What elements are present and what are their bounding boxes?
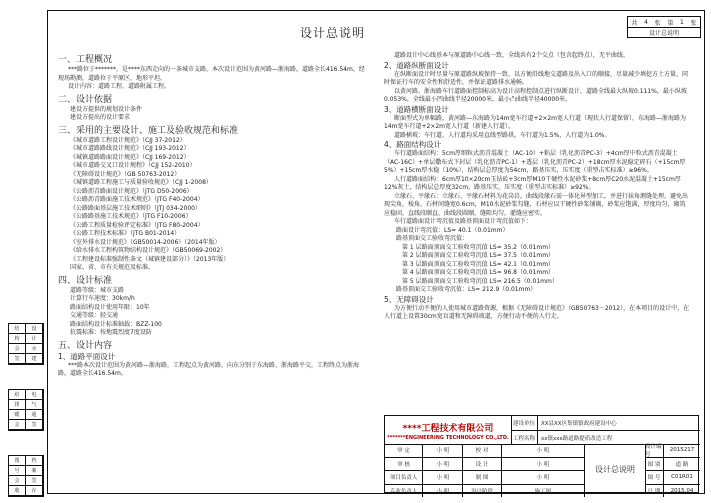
left-heading-31: 1、道路平面设计	[58, 351, 116, 361]
side-signoff-panel-2	[8, 455, 44, 497]
right-text-19: 路基顶面交工验收弯沉值：LS= 212.9（0.01mm）	[396, 286, 537, 293]
side-panel-cell: 设	[26, 324, 43, 334]
left-text-14: 《公路沥青路面施工技术规范》（JTG F40-2004）	[70, 196, 204, 203]
left-text-27: 交通等级：轻交通	[70, 312, 119, 319]
right-heading-20: 5、无障碍设计	[384, 294, 434, 304]
side-panel-cell: 建	[26, 354, 43, 364]
side-panel-cell: 暖	[9, 410, 26, 420]
left-text-15: 《公路路面基层施工技术细则》（JTJ 034-2000）	[70, 204, 201, 212]
side-panel-cell: 水	[26, 344, 43, 354]
project-info	[511, 416, 700, 445]
left-heading-0: 一、工程概况	[58, 55, 113, 65]
right-text-12: 路面设计弯沉值：LS= 40.1（0.01mm）	[396, 226, 509, 234]
page-count-box	[627, 16, 701, 38]
sign-role: 项目负责人	[385, 471, 423, 484]
right-text-16: 第 3 层路面顶面交工验收弯沉值 LS= 42.1（0.01mm）	[402, 260, 555, 268]
side-panel-cell: 号	[9, 466, 26, 476]
page-unit: 张	[690, 19, 697, 27]
side-signoff-panel-0	[8, 323, 44, 365]
sign-role: 审 核	[385, 458, 423, 471]
side-panel-cell: 案	[26, 466, 43, 476]
company-name-en: *******ENGINEERING TECHNOLOGY CO.,LTD.	[387, 435, 509, 441]
right-text-5: 断面型式为单幅路，黄河路—东海路为14m宽车行道+2×2m宽人行道（现状人行道保留），东海路—浙海路为14m宽车行道+2×2m宽人行道（新建人行道）。	[384, 114, 687, 130]
side-panel-cell: 档	[26, 456, 43, 466]
project-value: xx镇xxx路道路提质改造工程	[541, 436, 613, 442]
right-text-17: 第 4 层路面顶面交工验收弯沉值 LS= 96.8（0.01mm）	[402, 269, 555, 276]
right-text-21: 为方便行动不便的人使用城市道路资源，根据《无障碍设计规范》（GB50763－2012），在本项目的设计中，在人行道上设置30cm宽盲道和无障碍坡道，方便行动不便的人行走。	[384, 304, 690, 320]
right-text-18: 第 5 层路面顶面交工验收弯沉值 LS= 216.5（0.01mm）	[402, 277, 558, 285]
side-signoff-panel-1	[8, 389, 44, 431]
right-heading-1: 2、道路纵断面设计	[384, 60, 449, 70]
left-text-21: 《工程建设标准强制性条文（城镇建设部分）》（2013年版）	[70, 255, 230, 263]
sign-role: 校 对	[463, 444, 501, 457]
meta-label: 设计编号	[645, 444, 664, 457]
meta-value: 2015.04	[670, 487, 694, 494]
sheet-title: 设计总说明	[585, 444, 646, 494]
sign-name: 小 明	[502, 471, 585, 484]
right-column	[384, 52, 690, 322]
title-block	[384, 415, 699, 493]
side-panel-cell: 通	[26, 410, 43, 420]
page-number: 1	[680, 18, 684, 26]
right-text-0: 道路设计中心线基本与原道路中心线一致，全线共有2个交点（包含起终点），无平曲线。	[394, 52, 629, 59]
sign-name: 小 明	[502, 444, 585, 457]
left-text-26: 路面结构设计使用年限：10年	[70, 303, 150, 311]
left-text-32: ***路本次设计范围为黄河路—浙海路，工程起点为黄河路，向东分别于东海路、浙海路平交，工程终点为浙海路，道路全长416.54m。	[58, 361, 360, 377]
side-panel-cell: 构	[9, 334, 26, 344]
left-text-22: 国家、省、市有关规范及标准。	[70, 264, 155, 271]
client-value: XX县XX区集镇镇政府建设中心	[541, 421, 617, 427]
meta-value: 2015217	[669, 447, 695, 454]
company-name-cn: ****工程技术有限公司	[402, 424, 494, 434]
left-text-8: 《城市道路路线设计规范》（CJJ 193-2012）	[70, 145, 190, 152]
right-text-8: 车行道路面结构：5cm厚细粒式沥青混凝土（AC-10）+粘层（乳化沥青PC-3）+4cm厚中粒式沥青混凝土（AC-16C）+单层撒布式下封层（乳化沥青PC-1）+透层（乳化沥青PC-2）+18cm厚水泥稳定碎石（+15cm厚5%）+15cm厚水稳（10%），结构层总厚度为54cm，路基压实，压实度（重型击实标准）≥96%。	[384, 150, 686, 174]
side-panel-cell: 图	[9, 456, 26, 466]
sign-role: 设 计	[463, 458, 501, 471]
left-text-1: ***路位于*******，是****东西走向的一条城市支路，本次设计范围为黄河路—浙海路，道路全长416.54m，经现场勘测，道路位于平原区，地形平坦。	[58, 66, 365, 82]
side-panel-cell: 会	[9, 476, 26, 486]
left-heading-23: 四、设计标准	[58, 275, 113, 286]
total-label: 共	[631, 19, 638, 27]
document-title: 设计总说明	[300, 26, 366, 40]
left-text-24: 道路等级：城市支路	[70, 286, 125, 294]
signature-grid	[385, 444, 585, 494]
side-panel-cell: 会	[9, 344, 26, 354]
meta-label: 日 期	[645, 485, 664, 498]
left-heading-30: 五、设计内容	[58, 340, 113, 351]
sign-name: 小 明	[502, 458, 585, 471]
left-text-10: 《城市道路交叉口设计规程》（CJJ 152-2010）	[70, 162, 196, 169]
sign-name: 小 明	[423, 485, 463, 498]
sign-name: 小 明	[423, 458, 463, 471]
sheet-meta	[645, 444, 700, 494]
left-heading-6: 三、采用的主要设计、施工及验收规范和标准	[58, 125, 239, 136]
sheet-name: 设计总说明	[648, 30, 679, 37]
company-logo-cell	[385, 416, 512, 445]
left-text-4: 建设方提供的规划设计条件	[70, 105, 143, 113]
sign-role: 审 定	[385, 444, 423, 457]
sign-name: 小 明	[423, 471, 463, 484]
right-heading-4: 3、道路横断面设计	[384, 104, 449, 114]
meta-value: C01R01	[671, 474, 693, 481]
left-text-19: 《室外排水设计规范》（GB50014-2006）（2014年版）	[70, 238, 221, 246]
left-text-20: 《给水排水工程构筑物结构设计规范》（GB50069-2002）	[70, 247, 227, 254]
side-panel-cell: 存	[26, 486, 43, 496]
left-text-16: 《公路路基施工技术规范》（JTG F10-2006）	[70, 213, 192, 220]
left-text-13: 《公路沥青路面设计规范》（JTG D50-2006）	[70, 187, 193, 195]
sign-role: 制 图	[463, 471, 501, 484]
right-text-11: 车行道路面设计弯沉值及路基顶面设计弯沉值如下：	[394, 218, 533, 225]
right-text-6: 道路横坡：车行道、人行道均采用直线型路拱，车行道为1.5%，人行道为1.0%。	[394, 131, 611, 139]
sign-name: 施工图	[502, 485, 585, 498]
left-text-7: 《城市道路工程设计规范》（CJJ 37-2012）	[70, 136, 186, 144]
right-text-13: 路基顶面交工验收弯沉值：	[396, 235, 469, 242]
left-heading-3: 二、设计依据	[58, 94, 113, 105]
side-panel-cell: 会	[9, 420, 26, 430]
page-label: 第	[667, 19, 674, 27]
right-heading-7: 4、路面结构设计	[384, 140, 442, 149]
left-text-5: 建设方提出的设计要求	[70, 114, 131, 121]
sign-name: 小 明	[423, 444, 463, 457]
left-text-29: 抗震标准：按地震烈度7度设防	[70, 329, 152, 336]
side-panel-cell: 气	[26, 400, 43, 410]
left-text-25: 计算行车速度：30km/h	[70, 295, 135, 302]
meta-value: 道 路	[675, 461, 689, 468]
right-text-9: 人行道路面结构：6cm厚10×20cm玉钻砖+3cm厚M10干硬性水泥砂浆+8cm厚C20水泥混凝土+15cm厚12%灰土，结构层总厚度32cm，路基压实，压实度（重型击实标准）≥92%。	[384, 175, 681, 191]
side-panel-cell: 给	[9, 390, 26, 400]
side-panel-cell: 签	[9, 354, 26, 364]
left-text-2: 设计内容：道路工程、道路附属工程。	[68, 83, 171, 90]
total-unit: 张	[654, 19, 661, 27]
client-label: 建设单位	[511, 416, 538, 430]
right-text-10: 立缘石、平缘石：立缘石、平缘石材料为花岗岩，曲线段缘石需一体化异型加工，并进行抹角测缝处理。避免出现尖角，棱角。石材问缝宽0.6cm，M10水泥砂浆勾缝，石材应以干硬性砂浆铺砌，砂浆应饱满，厚度均匀，砌筑应稳固，直线段顺直，曲线段圆顺，缝隙均匀，灌缝应密实。	[384, 192, 689, 217]
side-panel-cell: 签	[26, 420, 43, 430]
side-panel-cell: 电	[26, 390, 43, 400]
side-panel-cell: 收	[9, 486, 26, 496]
left-text-9: 《城镇道路路面设计规范》（CJJ 169-2012）	[70, 153, 190, 161]
left-column	[58, 52, 368, 379]
left-text-12: 《城镇道路工程施工与质量验收规范》（CJJ 1-2008）	[70, 179, 212, 186]
meta-label: 图 别	[645, 458, 664, 471]
sign-role: 设计阶段	[463, 485, 501, 498]
total-sheets: 4	[644, 18, 648, 26]
side-panel-cell: 签	[26, 476, 43, 486]
sign-role: 专业负责人	[385, 485, 423, 498]
side-panel-cell: 排	[9, 400, 26, 410]
meta-label: 图 号	[645, 471, 664, 484]
right-text-15: 第 2 层路面顶面交工验收弯沉值 LS= 37.5（0.01mm）	[402, 252, 555, 259]
right-text-3: 以黄河路、浙海路车行道路面控制标高为设计高程控制点进行纵断设计，道路全线最大纵坡0.111%，最小纵坡0.053%，全线最小凹曲线半径20000米，最小凸曲线半径40000米。	[384, 87, 687, 103]
left-text-11: 《无障碍设计规范》（GB 50763-2012）	[70, 170, 181, 178]
side-panel-cell: 结	[9, 324, 26, 334]
project-label: 工程名称	[511, 431, 538, 445]
right-text-14: 第 1 层路面顶面交工验收弯沉值 LS= 35.2（0.01mm）	[402, 243, 555, 251]
left-text-17: 《公路工程质量检验评定标准》（JTG F80-2004）	[70, 221, 204, 229]
side-panel-cell: 计	[26, 334, 43, 344]
left-text-18: 《公路工程技术标准》（JTG B01-2014）	[70, 230, 181, 237]
left-text-28: 路面结构设计标准轴载：BZZ-100	[70, 320, 162, 328]
right-text-2: 在纵断面设计时尽量与原道路纵坡保持一致，以方便沿线地交道路及出入口的顺接，尽量减少填挖方土方量，同时保证行车的安全性和舒适性，并保证道路排水通畅。	[384, 70, 689, 86]
